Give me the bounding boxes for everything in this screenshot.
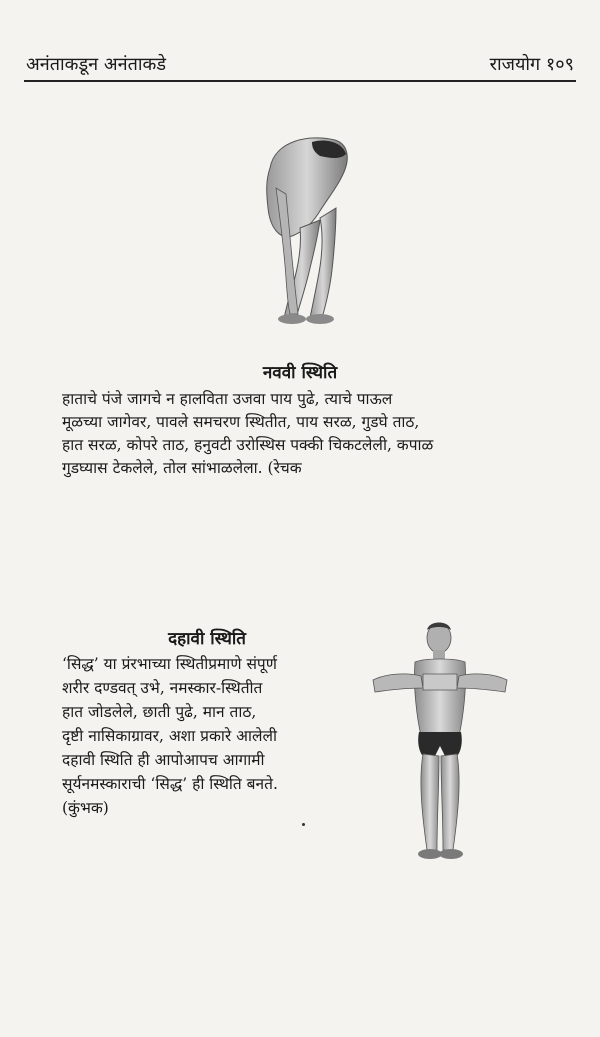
section-title-tenth-position: दहावी स्थिति xyxy=(168,629,246,649)
forward-bend-pose-illustration xyxy=(240,128,355,328)
body-line: दृष्टी नासिकाग्रावर, अशा प्रकारे आलेली xyxy=(62,727,278,745)
body-line: हात सरळ, कोपरे ताठ, हनुवटी उरोस्थिस पक्की चिकटलेली, कपाळ xyxy=(62,436,434,454)
page-header xyxy=(26,46,574,76)
header-rule xyxy=(24,80,576,82)
ink-speck xyxy=(302,823,305,826)
body-line: हात जोडलेले, छाती पुढे, मान ताठ, xyxy=(62,703,257,721)
body-line: मूळच्या जागेवर, पावले समचरण स्थितीत, पाय सरळ, गुडघे ताठ, xyxy=(62,413,420,431)
body-line: दहावी स्थिति ही आपोआपच आगामी xyxy=(62,751,265,769)
body-line: सूर्यनमस्काराची ‘सिद्ध’ ही स्थिति बनते. xyxy=(62,775,278,793)
standing-namaskar-pose-illustration xyxy=(365,618,515,863)
body-line: हाताचे पंजे जागचे न हालविता उजवा पाय पुढे, त्याचे पाऊल xyxy=(62,390,393,408)
body-line: (कुंभक) xyxy=(62,799,109,817)
section-body-ninth-position xyxy=(62,388,512,480)
section-body-tenth-position xyxy=(62,652,354,820)
section-title-ninth-position: नववी स्थिति xyxy=(262,363,338,383)
chapter-page-number: राजयोग १०९ xyxy=(489,54,574,75)
body-line: शरीर दण्डवत् उभे, नमस्कार-स्थितीत xyxy=(62,679,263,697)
book-title: अनंताकडून अनंताकडे xyxy=(26,54,166,75)
body-line: गुडघ्यास टेकलेले, तोल सांभाळलेला. (रेचक xyxy=(62,459,302,477)
body-line: ‘सिद्ध’ या प्रंरभाच्या स्थितीप्रमाणे संपूर्ण xyxy=(62,655,277,673)
